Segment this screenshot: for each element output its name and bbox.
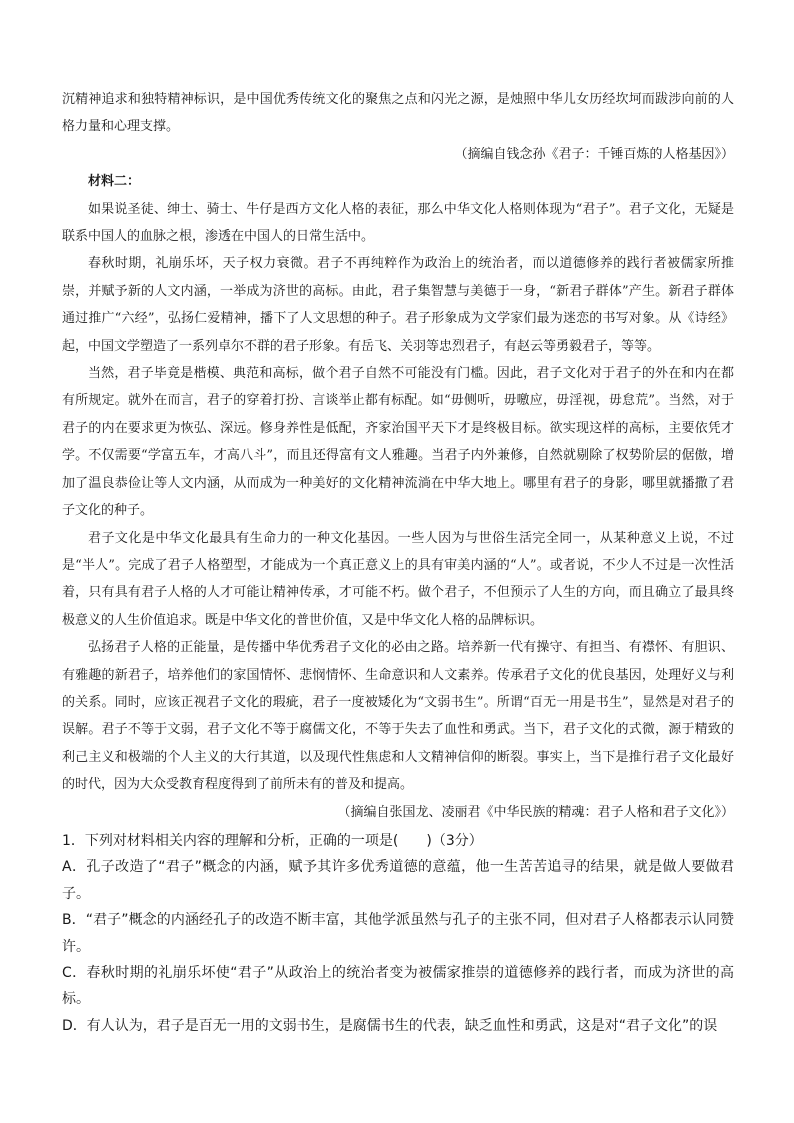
paragraph-5: 弘扬君子人格的正能量，是传播中华优秀君子文化的必由之路。培养新一代有操守、有担当、有襟怀、有胆识、有雅趣的新君子，培养他们的家国情怀、悲悯情怀、生命意识和人文素养。传承君子文化的优良基因，处理好义与利的关系。同时，应该正视君子文化的瑕疵，君子一度被矮化为“文弱书生”。所谓“百无一用是书生”，显然是对君子的误解。君子不等于文弱，君子文化不等于腐儒文化，不等于失去了血性和勇武。当下，君子文化的式微，源于精致的利己主义和极端的个人主义的大行其道，以及现代性焦虑和人文精神信仰的断裂。事实上，当下是推行君子文化最好的时代，因为大众受教育程度得到了前所未有的普及和提高。 xyxy=(62,640,734,793)
paragraph-2: 春秋时期，礼崩乐坏，天子权力衰微。君子不再纯粹作为政治上的统治者，而以道德修养的践行者被儒家所推崇，并赋予新的人文内涵，一举成为济世的高标。由此，君子集智慧与美德于一身，“新君子群体”产生。新君子群体通过推广“六经”，弘扬仁爱精神，播下了人文思想的种子。君子形象成为文学家们最为迷恋的书写对象。从《诗经》起，中国文学塑造了一系列卓尔不群的君子形象。有岳飞、关羽等忠烈君子，有赵云等勇毅君子，等等。 xyxy=(62,256,734,354)
document-page xyxy=(62,86,734,1039)
option-d[interactable]: D．有人认为，君子是百无一用的文弱书生，是腐儒书生的代表，缺乏血性和勇武，这是对“君子文化”的误 xyxy=(62,1017,718,1034)
paragraph-4: 君子文化是中华文化最具有生命力的一种文化基因。一些人因为与世俗生活完全同一，从某种意义上说，不过是“半人”。完成了君子人格塑型，才能成为一个真正意义上的具有审美内涵的“人”。或者说，不少人不过是一次性活着，只有具有君子人格的人才可能让精神传承，才可能不朽。做个君子，不但预示了人生的方向，而且确立了最具终极意义的人生价值追求。既是中华文化的普世价值，又是中华文化人格的品牌标识。 xyxy=(62,530,734,628)
paragraph-3: 当然，君子毕竟是楷模、典范和高标，做个君子自然不可能没有门槛。因此，君子文化对于君子的外在和内在都有所规定。就外在而言，君子的穿着打扮、言谈举止都有标配。如“毋侧听，毋噭应，毋淫视，毋怠荒”。当然，对于君子的内在要求更为恢弘、深远。修身养性是低配，齐家治国平天下才是终极目标。欲实现这样的高标，主要依凭才学。不仅需要“学富五车，才高八斗”，而且还得富有文人雅趣。当君子内外兼修，自然就剔除了权势阶层的倨傲，增加了温良恭俭让等人文内涵，从而成为一种美好的文化精神流淌在中华大地上。哪里有君子的身影，哪里就播撒了君子文化的种子。 xyxy=(62,366,734,519)
source-citation-1: （摘编自钱念孙《君子：千锤百炼的人格基因》） xyxy=(454,146,734,162)
source-citation-2: （摘编自张国龙、凌丽君《中华民族的精魂：君子人格和君子文化》） xyxy=(337,804,734,820)
question-stem: 1．下列对材料相关内容的理解和分析，正确的一项是( )（3分） xyxy=(62,832,483,849)
option-c[interactable]: C．春秋时期的礼崩乐坏使“君子”从政治上的统治者变为被儒家推崇的道德修养的践行者，而成为济世的高标。 xyxy=(62,965,734,1008)
option-a[interactable]: A．孔子改造了“君子”概念的内涵，赋予其许多优秀道德的意蕴，他一生苦苦追寻的结果，就是做人要做君子。 xyxy=(62,859,734,902)
intro-paragraph: 沉精神追求和独特精神标识，是中国优秀传统文化的聚焦之点和闪光之源，是烛照中华儿女历经坎坷而跋涉向前的人格力量和心理支撑。 xyxy=(62,92,734,135)
paragraph-1: 如果说圣徒、绅士、骑士、牛仔是西方文化人格的表征，那么中华文化人格则体现为“君子”。君子文化，无疑是联系中国人的血脉之根，渗透在中国人的日常生活中。 xyxy=(62,201,734,245)
material-two-heading: 材料二： xyxy=(88,174,141,190)
option-b[interactable]: B．“君子”概念的内涵经孔子的改造不断丰富，其他学派虽然与孔子的主张不同，但对君子人格都表示认同赞许。 xyxy=(62,912,734,955)
